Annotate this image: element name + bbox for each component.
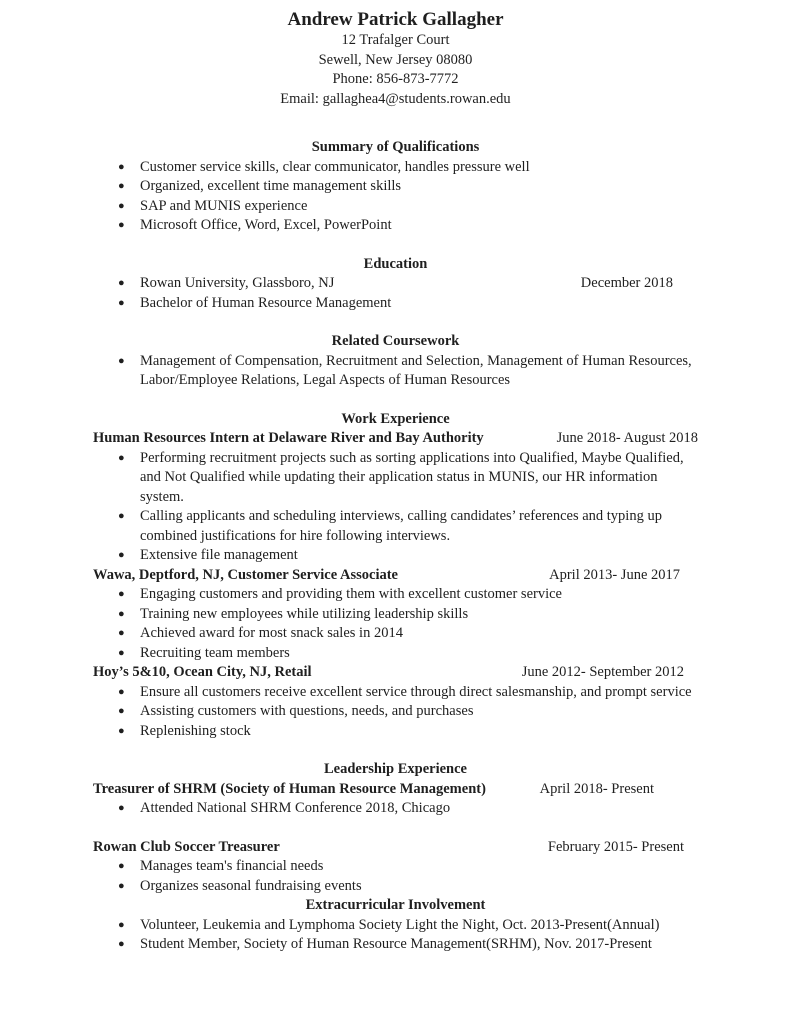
job-title: Wawa, Deptford, NJ, Customer Service Associate <box>93 566 398 583</box>
job-date: June 2012- September 2012 <box>521 664 684 680</box>
leadership-title-row <box>93 838 698 858</box>
work-heading: Work Experience <box>341 410 450 427</box>
address-line-1: 12 Trafalger Court <box>341 32 450 48</box>
leadership-bullet: ● Attended National SHRM Conference 2018, Chicago <box>93 799 698 819</box>
phone-line: Phone: 856-873-7772 <box>332 71 459 87</box>
job-bullet: ● Ensure all customers receive excellent service through direct salesmanship, and prompt service <box>93 683 698 703</box>
job-block <box>93 566 698 664</box>
job-bullet: ● Calling applicants and scheduling interviews, calling candidates’ references and typing up combined justifications for hire following interviews. <box>93 507 698 546</box>
education-degree: ● Bachelor of Human Resource Management <box>93 294 698 314</box>
job-title: Human Resources Intern at Delaware River and Bay Authority <box>93 430 484 446</box>
job-block <box>93 663 698 741</box>
summary-bullet: ● Microsoft Office, Word, Excel, PowerPoint <box>93 216 698 236</box>
leadership-block <box>93 838 698 897</box>
education-school: ● Rowan University, Glassboro, NJ <box>93 274 581 294</box>
job-bullet: ● Achieved award for most snack sales in 2014 <box>93 624 698 644</box>
job-bullet: ● Recruiting team members <box>93 644 698 664</box>
leadership-date: February 2015- Present <box>547 838 684 855</box>
leadership-title: Rowan Club Soccer Treasurer <box>93 838 280 855</box>
summary-heading: Summary of Qualifications <box>311 139 480 155</box>
leadership-heading: Leadership Experience <box>324 761 467 777</box>
job-bullet: ● Performing recruitment projects such as sorting applications into Qualified, Maybe Qualified, and Not Qualified while updating their application status in MUNIS, our HR information system. <box>93 449 698 508</box>
summary-bullet: ● Customer service skills, clear communicator, handles pressure well <box>93 158 698 178</box>
summary-bullet: ● SAP and MUNIS experience <box>93 197 698 217</box>
resume-name: Andrew Patrick Gallagher <box>287 9 504 30</box>
coursework-list <box>93 352 698 391</box>
summary-list <box>93 158 698 236</box>
job-date: June 2018- August 2018 <box>556 430 698 446</box>
job-title: Hoy’s 5&10, Ocean City, NJ, Retail <box>93 664 312 680</box>
leadership-date: April 2018- Present <box>539 780 654 797</box>
summary-bullet: ● Organized, excellent time management skills <box>93 177 698 197</box>
leadership-title-row <box>93 780 698 800</box>
leadership-bullet: ● Manages team's financial needs <box>93 857 698 877</box>
coursework-heading: Related Coursework <box>331 333 460 349</box>
job-title-row <box>93 663 698 683</box>
leadership-block <box>93 780 698 819</box>
extracurricular-heading: Extracurricular Involvement <box>305 897 486 913</box>
job-bullet: ● Training new employees while utilizing leadership skills <box>93 605 698 625</box>
education-list <box>93 274 698 313</box>
job-block <box>93 429 698 566</box>
leadership-title: Treasurer of SHRM (Society of Human Resource Management) <box>93 780 486 797</box>
extracurricular-list <box>93 916 698 955</box>
job-date: April 2013- June 2017 <box>549 566 680 583</box>
job-title-row <box>93 566 698 586</box>
leadership-bullet: ● Organizes seasonal fundraising events <box>93 877 698 897</box>
education-date: December 2018 <box>580 275 673 291</box>
job-bullet: ● Assisting customers with questions, needs, and purchases <box>93 702 698 722</box>
education-heading: Education <box>363 255 428 272</box>
email-line: Email: gallaghea4@students.rowan.edu <box>280 90 511 107</box>
coursework-bullet: ● Management of Compensation, Recruitment and Selection, Management of Human Resources, Labor/Employee Relations, Legal Aspects of Human Resources <box>93 352 698 391</box>
job-bullet: ● Extensive file management <box>93 546 698 566</box>
job-bullet: ● Engaging customers and providing them with excellent customer service <box>93 585 698 605</box>
job-title-row <box>93 429 698 449</box>
extracurricular-bullet: ● Volunteer, Leukemia and Lymphoma Society Light the Night, Oct. 2013-Present(Annual) <box>93 916 698 936</box>
education-row <box>93 274 698 294</box>
extracurricular-bullet: ● Student Member, Society of Human Resource Management(SRHM), Nov. 2017-Present <box>93 935 698 955</box>
job-bullet: ● Replenishing stock <box>93 722 698 742</box>
address-line-2: Sewell, New Jersey 08080 <box>318 51 473 68</box>
